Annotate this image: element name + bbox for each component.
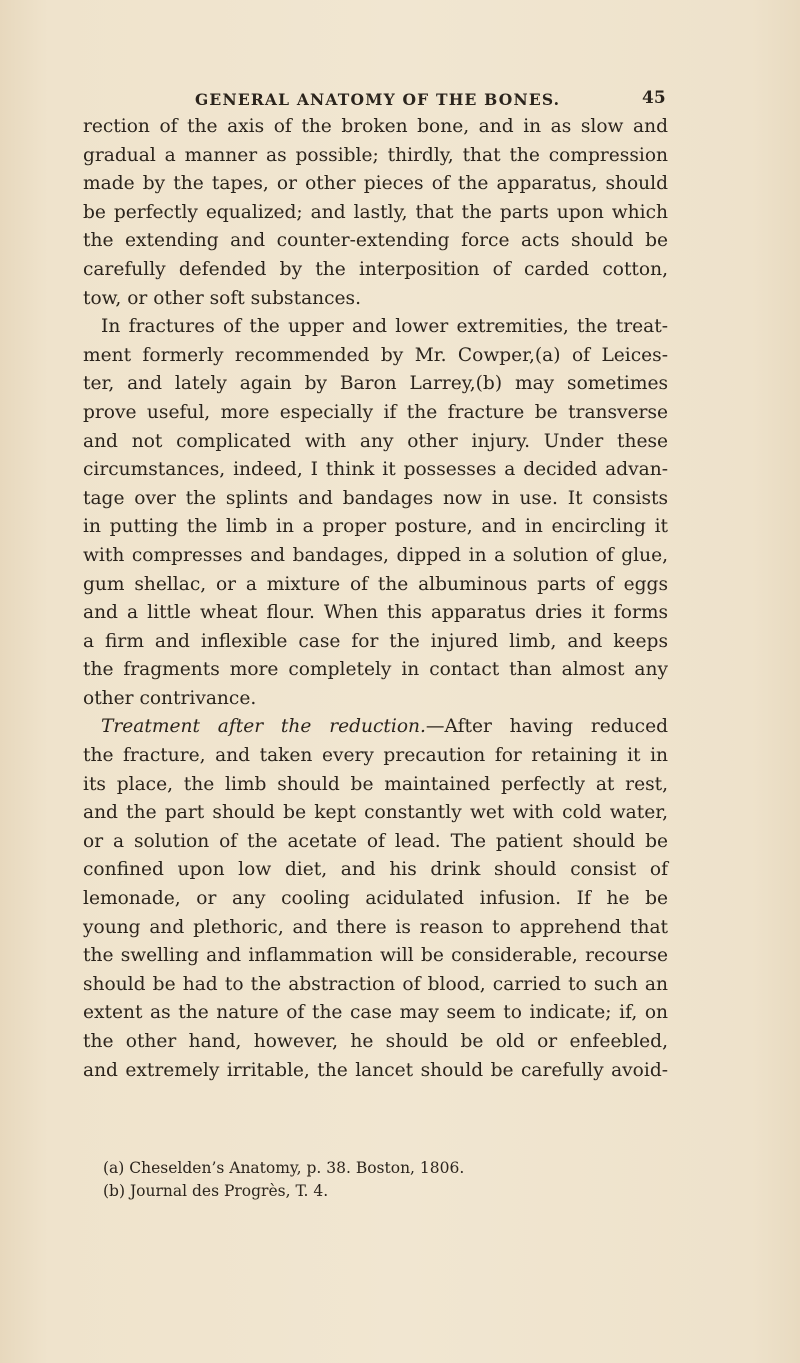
text-line: its place, the limb should be maintained perfectly at rest, <box>83 773 668 795</box>
text-line: made by the tapes, or other pieces of the apparatus, should <box>83 173 668 195</box>
footnotes <box>103 1157 663 1203</box>
text-line: a firm and inflexible case for the injured limb, and keeps <box>83 630 668 652</box>
text-line: with compresses and bandages, dipped in a solution of glue, <box>83 544 668 566</box>
text-line: in putting the limb in a proper posture, and in encircling it <box>83 516 668 538</box>
treatment-heading: Treatment after the reduction. <box>101 716 426 738</box>
text-line: rection of the axis of the broken bone, and in as slow and <box>83 116 668 137</box>
text-line: the fragments more completely in contact than almost any <box>83 659 668 681</box>
treatment-heading-rest: —After having reduced <box>425 716 668 738</box>
text-line: gradual a manner as possible; thirdly, that the compression <box>83 144 668 166</box>
text-line: should be had to the abstraction of blood, carried to such an <box>83 973 668 995</box>
running-title: GENERAL ANATOMY OF THE BONES. <box>195 90 561 109</box>
text-line: tow, or other soft substances. <box>83 287 361 309</box>
text-line: prove useful, more especially if the fracture be transverse <box>83 401 668 423</box>
footnote-a: (a) Cheselden’s Anatomy, p. 38. Boston, 1806. <box>103 1159 465 1177</box>
body-text <box>83 113 668 1085</box>
text-line: and not complicated with any other injury. Under these <box>83 430 668 452</box>
text-line: gum shellac, or a mixture of the albuminous parts of eggs <box>83 573 668 595</box>
treatment-heading-line <box>83 713 668 742</box>
text-line: extent as the nature of the case may seem to indicate; if, on <box>83 1002 668 1024</box>
text-line: the extending and counter-extending force acts should be <box>83 230 668 252</box>
text-line: carefully defended by the interposition of carded cotton, <box>83 258 668 280</box>
page-number: 45 <box>642 88 666 108</box>
text-line: and the part should be kept constantly wet with cold water, <box>83 802 668 824</box>
text-line: circumstances, indeed, I think it possesses a decided advan- <box>83 459 668 481</box>
text-line: ment formerly recommended by Mr. Cowper,(a) of Leices- <box>83 344 668 366</box>
text-line: lemonade, or any cooling acidulated infusion. If he be <box>83 888 668 910</box>
text-line: young and plethoric, and there is reason to apprehend that <box>83 916 668 938</box>
text-line: confined upon low diet, and his drink should consist of <box>83 859 668 881</box>
text-line: and a little wheat flour. When this apparatus dries it forms <box>83 602 668 624</box>
text-line: the swelling and inflammation will be considerable, recourse <box>83 945 668 967</box>
text-line: other contrivance. <box>83 687 257 709</box>
text-line: the other hand, however, he should be old or enfeebled, <box>83 1031 668 1052</box>
text-line: or a solution of the acetate of lead. The patient should be <box>83 830 668 852</box>
text-line: the fracture, and taken every precaution for retaining it in <box>83 745 668 767</box>
text-line: ter, and lately again by Baron Larrey,(b) may sometimes <box>83 373 668 395</box>
text-line: tage over the splints and bandages now in use. It consists <box>83 487 668 509</box>
text-line: be perfectly equalized; and lastly, that the parts upon which <box>83 201 668 223</box>
text-line: In fractures of the upper and lower extremities, the treat- <box>101 316 668 338</box>
text-line: and extremely irritable, the lancet should be carefully avoid- <box>83 1059 668 1081</box>
running-head <box>195 90 655 109</box>
footnote-b: (b) Journal des Progrès, T. 4. <box>103 1182 329 1200</box>
